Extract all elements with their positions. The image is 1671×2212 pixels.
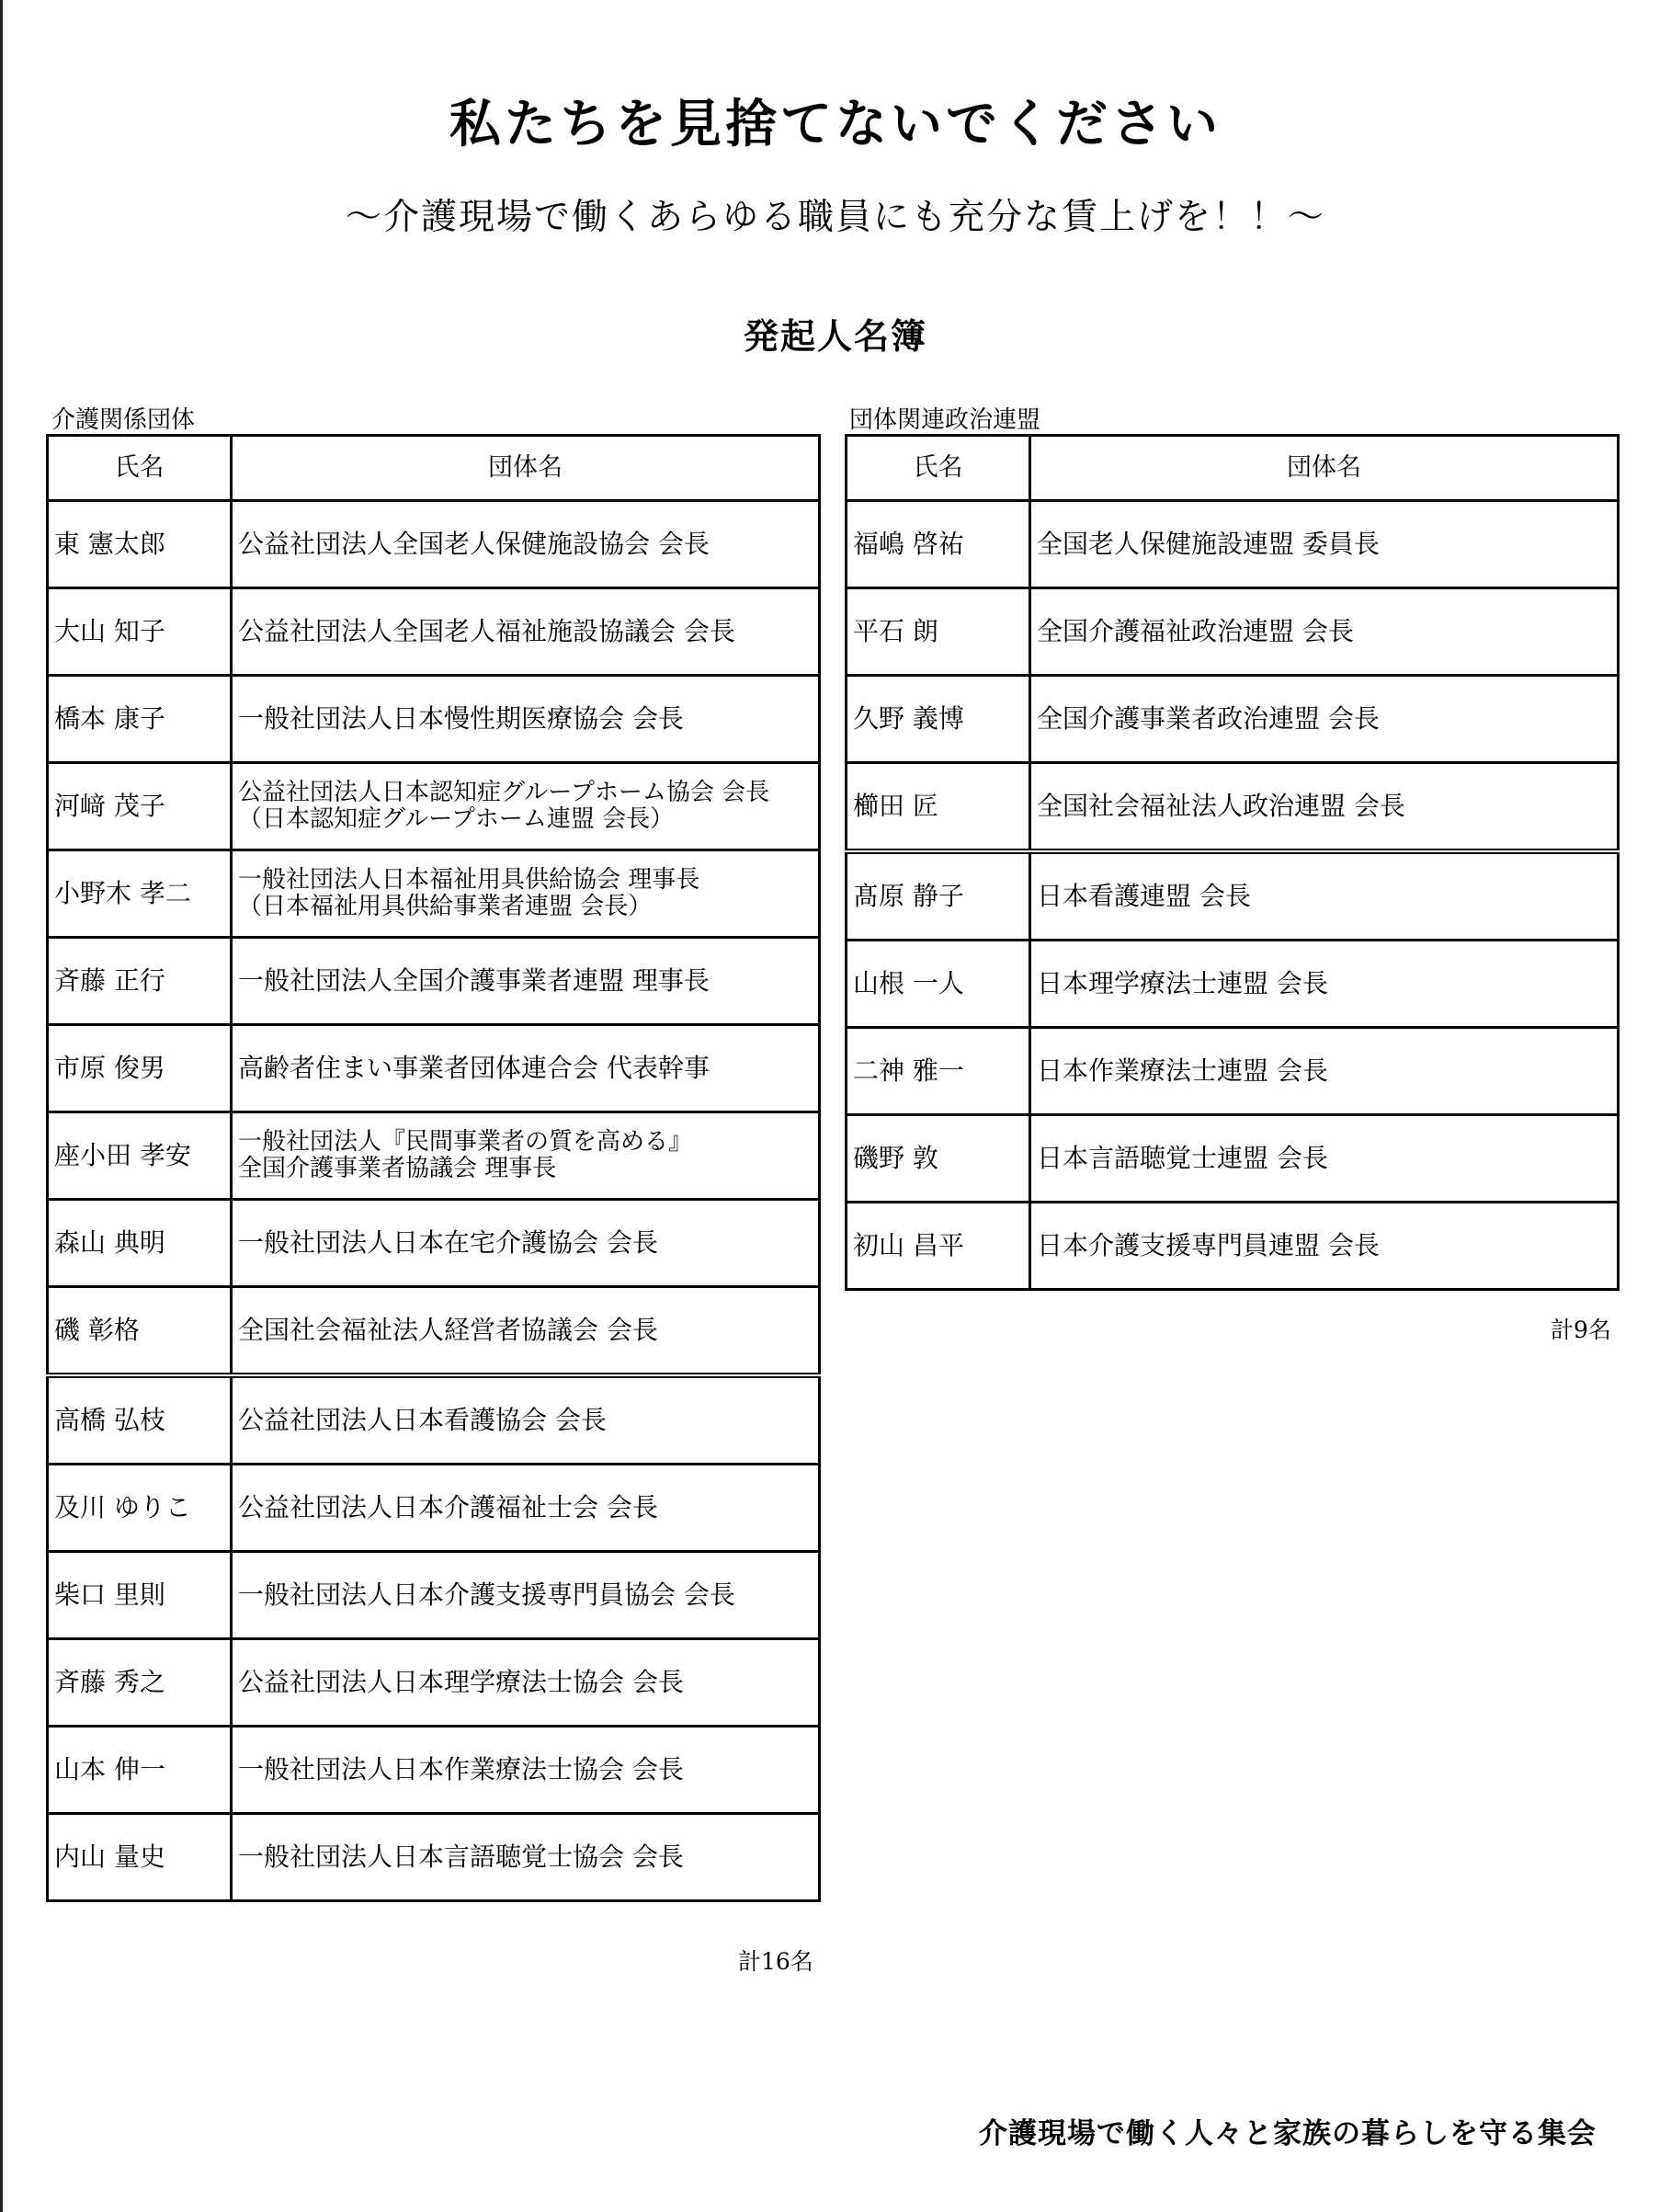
right-total-count: 計9名 xyxy=(1551,1317,1611,1343)
member-name: 磯野 敦 xyxy=(847,1115,1030,1203)
member-name: 柴口 里則 xyxy=(48,1552,232,1639)
organization-name: 高齢者住まい事業者団体連合会 代表幹事 xyxy=(238,1052,710,1083)
member-name: 森山 典明 xyxy=(48,1200,232,1287)
table-row xyxy=(48,1375,820,1465)
organization-name: 全国介護事業者政治連盟 会長 xyxy=(1037,702,1380,734)
table-row xyxy=(48,1814,820,1901)
organization-name-line2: （日本認知症グループホーム連盟 会長） xyxy=(238,805,675,833)
organization-name: 一般社団法人日本言語聴覚士協会 会長 xyxy=(238,1841,684,1872)
organization-cell xyxy=(232,1375,820,1465)
table-row xyxy=(48,1112,820,1200)
organization-name: 全国社会福祉法人経営者協議会 会長 xyxy=(238,1314,658,1345)
organization-name: 全国老人保健施設連盟 委員長 xyxy=(1037,528,1380,559)
organization-name: 一般社団法人日本福祉用具供給協会 理事長 xyxy=(238,865,700,894)
member-name: 平石 朗 xyxy=(847,588,1030,676)
organization-cell xyxy=(232,501,820,588)
organization-name: 公益社団法人日本介護福祉士会 会長 xyxy=(238,1491,658,1522)
table-row xyxy=(48,1200,820,1287)
organization-name: 一般社団法人日本慢性期医療協会 会長 xyxy=(238,702,684,734)
member-name: 磯 彰格 xyxy=(48,1287,232,1376)
organizer-footer: 介護現場で働く人々と家族の暮らしを守る集会 xyxy=(979,2117,1597,2150)
organization-cell xyxy=(232,763,820,850)
organization-name: 公益社団法人日本認知症グループホーム協会 会長 xyxy=(238,778,770,806)
organization-name-line2: 全国介護事業者協議会 理事長 xyxy=(238,1155,557,1182)
organization-cell xyxy=(232,1639,820,1727)
table-row xyxy=(48,1552,820,1639)
member-name: 東 憲太郎 xyxy=(48,501,232,588)
care-organizations-table-body xyxy=(48,501,820,1901)
organization-cell xyxy=(1030,1203,1619,1290)
organization-cell xyxy=(1030,1028,1619,1115)
table-row xyxy=(847,763,1619,852)
organization-cell xyxy=(232,938,820,1025)
organization-cell xyxy=(232,1814,820,1901)
column-header-name: 氏名 xyxy=(847,436,1030,501)
member-name: 山根 一人 xyxy=(847,941,1030,1028)
column-header-org: 団体名 xyxy=(232,436,820,501)
organization-cell xyxy=(232,850,820,938)
column-header-org: 団体名 xyxy=(1030,436,1619,501)
organization-cell xyxy=(1030,676,1619,763)
organization-name: 公益社団法人全国老人福祉施設協議会 会長 xyxy=(238,615,735,646)
organization-cell xyxy=(232,1025,820,1112)
organization-name: 一般社団法人日本作業療法士協会 会長 xyxy=(238,1753,684,1784)
organization-cell xyxy=(232,1552,820,1639)
organization-cell xyxy=(232,1287,820,1376)
organization-name: 公益社団法人日本理学療法士協会 会長 xyxy=(238,1666,684,1697)
member-name: 橋本 康子 xyxy=(48,676,232,763)
table-row xyxy=(847,1028,1619,1115)
organization-cell xyxy=(232,1200,820,1287)
member-name: 髙原 静子 xyxy=(847,851,1030,941)
table-row xyxy=(48,676,820,763)
table-row xyxy=(847,501,1619,588)
organization-cell xyxy=(1030,941,1619,1028)
organization-name: 日本言語聴覚士連盟 会長 xyxy=(1037,1142,1328,1173)
member-name: 河﨑 茂子 xyxy=(48,763,232,850)
organization-cell xyxy=(232,588,820,676)
organization-cell xyxy=(1030,851,1619,941)
organization-name: 日本介護支援専門員連盟 会長 xyxy=(1037,1229,1380,1260)
member-name: 座小田 孝安 xyxy=(48,1112,232,1200)
page-title: 私たちを見捨てないでください xyxy=(449,95,1222,154)
table-row xyxy=(847,1115,1619,1203)
table-row xyxy=(48,1465,820,1552)
member-name: 二神 雅一 xyxy=(847,1028,1030,1115)
organization-name: 一般社団法人日本介護支援専門員協会 会長 xyxy=(238,1579,735,1610)
organization-cell xyxy=(232,676,820,763)
member-name: 山本 伸一 xyxy=(48,1727,232,1814)
organization-name: 一般社団法人日本在宅介護協会 会長 xyxy=(238,1226,658,1258)
member-name: 高橋 弘枝 xyxy=(48,1375,232,1465)
table-row xyxy=(48,850,820,938)
organization-name-line2: （日本福祉用具供給事業者連盟 会長） xyxy=(238,893,653,920)
organization-cell xyxy=(1030,588,1619,676)
member-name: 斉藤 正行 xyxy=(48,938,232,1025)
organization-name: 一般社団法人『民間事業者の質を高める』 xyxy=(238,1127,693,1156)
organization-cell xyxy=(232,1465,820,1552)
political-leagues-table xyxy=(845,434,1620,1291)
organization-name: 全国社会福祉法人政治連盟 会長 xyxy=(1037,790,1405,821)
table-row xyxy=(48,588,820,676)
member-name: 櫛田 匠 xyxy=(847,763,1030,852)
table-row xyxy=(48,1639,820,1727)
table-row xyxy=(847,676,1619,763)
table-row xyxy=(847,588,1619,676)
table-row xyxy=(48,1025,820,1112)
organization-name: 公益社団法人日本看護協会 会長 xyxy=(238,1404,607,1435)
left-section-label: 介護関係団体 xyxy=(51,406,196,434)
political-leagues-table-body xyxy=(847,501,1619,1290)
member-name: 福嶋 啓祐 xyxy=(847,501,1030,588)
table-row xyxy=(48,938,820,1025)
member-name: 斉藤 秀之 xyxy=(48,1639,232,1727)
organization-cell xyxy=(232,1727,820,1814)
care-organizations-table xyxy=(46,434,821,1902)
member-name: 初山 昌平 xyxy=(847,1203,1030,1290)
organization-name: 一般社団法人全国介護事業者連盟 理事長 xyxy=(238,964,710,996)
table-row xyxy=(48,763,820,850)
column-header-name: 氏名 xyxy=(48,436,232,501)
left-total-count: 計16名 xyxy=(738,1948,813,1975)
table-row xyxy=(847,851,1619,941)
right-section-label: 団体関連政治連盟 xyxy=(849,406,1041,434)
member-name: 大山 知子 xyxy=(48,588,232,676)
table-row xyxy=(847,1203,1619,1290)
table-header-row xyxy=(48,436,820,501)
table-row xyxy=(48,1287,820,1376)
member-name: 及川 ゆりこ xyxy=(48,1465,232,1552)
member-name: 内山 量史 xyxy=(48,1814,232,1901)
member-name: 市原 俊男 xyxy=(48,1025,232,1112)
organization-name: 公益社団法人全国老人保健施設協会 会長 xyxy=(238,528,710,559)
table-row xyxy=(48,1727,820,1814)
organization-cell xyxy=(232,1112,820,1200)
organization-name: 日本作業療法士連盟 会長 xyxy=(1037,1055,1328,1086)
organization-name: 日本看護連盟 会長 xyxy=(1037,880,1251,911)
organization-name: 日本理学療法士連盟 会長 xyxy=(1037,967,1328,998)
table-row xyxy=(847,941,1619,1028)
organization-cell xyxy=(1030,763,1619,852)
table-row xyxy=(48,501,820,588)
organization-cell xyxy=(1030,501,1619,588)
organization-name: 全国介護福祉政治連盟 会長 xyxy=(1037,615,1354,646)
member-name: 久野 義博 xyxy=(847,676,1030,763)
page-subtitle: ～介護現場で働くあらゆる職員にも充分な賃上げを！！～ xyxy=(345,197,1325,238)
table-header-row xyxy=(847,436,1619,501)
member-name: 小野木 孝二 xyxy=(48,850,232,938)
organization-cell xyxy=(1030,1115,1619,1203)
roster-heading: 発起人名簿 xyxy=(743,316,927,357)
